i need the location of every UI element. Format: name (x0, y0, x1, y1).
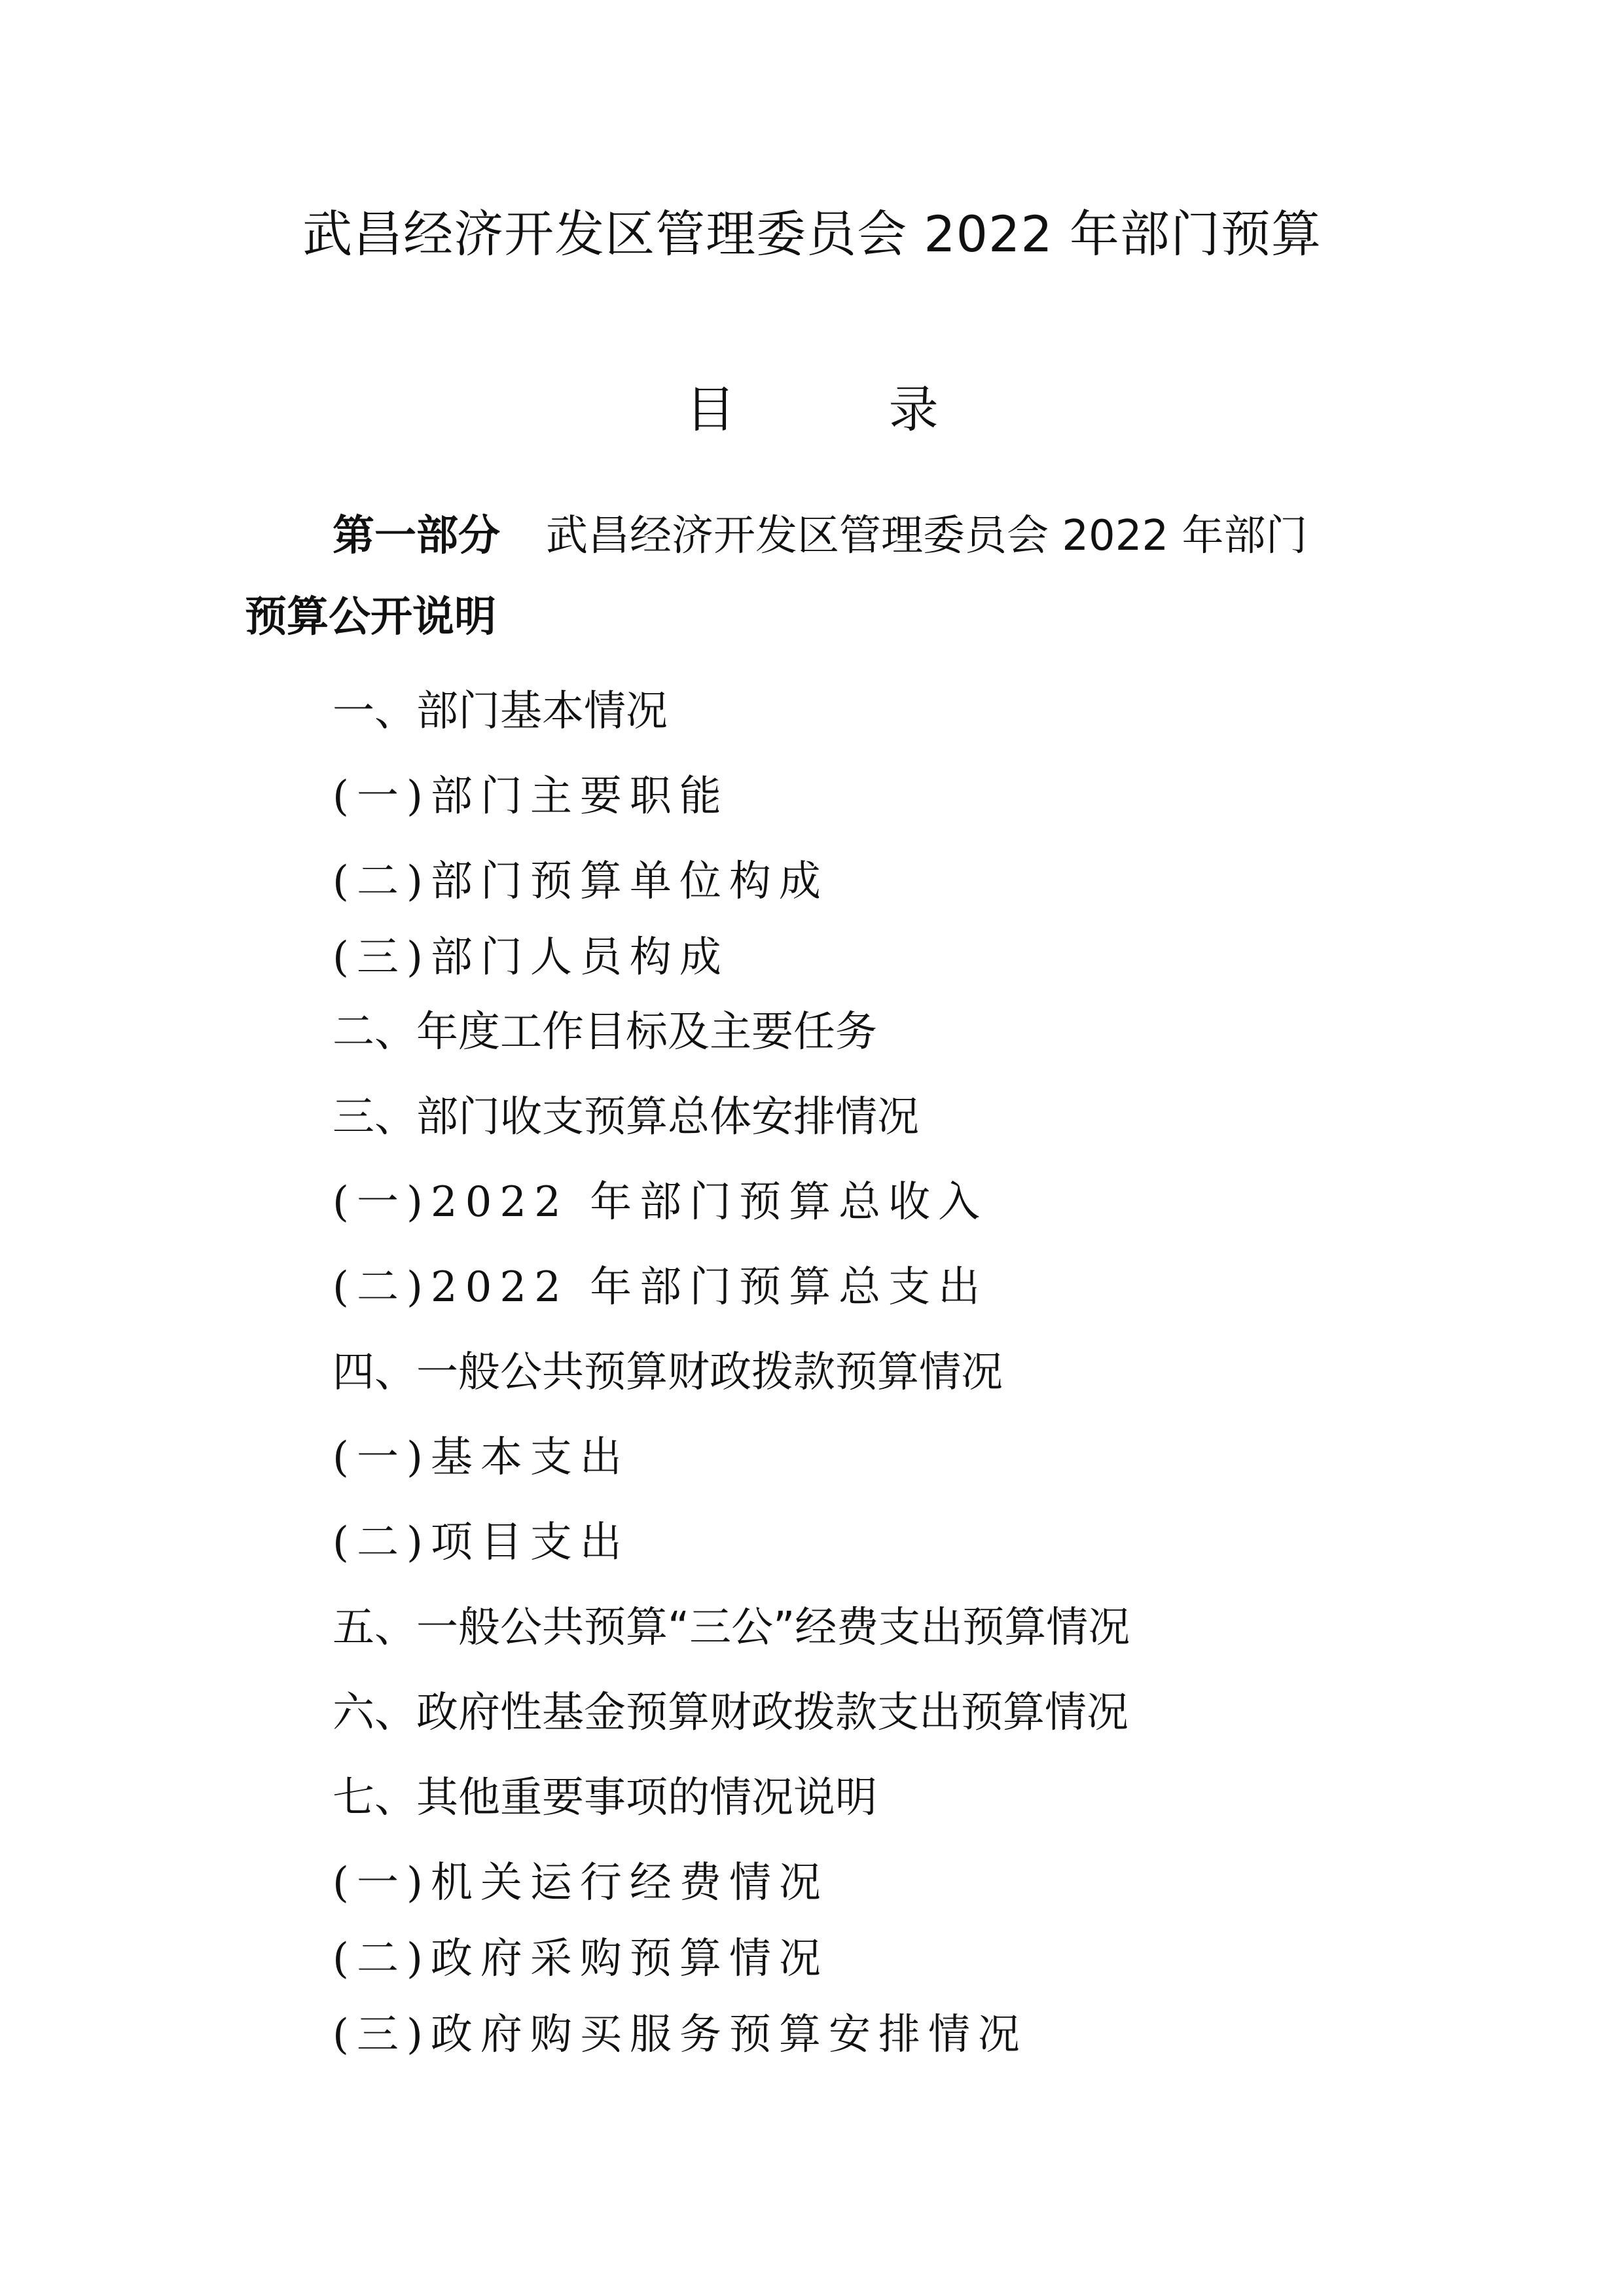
toc-entry-1-2: (二)部门预算单位构成 (333, 857, 829, 906)
toc-entry-section-6: 六、政府性基金预算财政拨款支出预算情况 (333, 1689, 1128, 1737)
toc-entry-section-5: 五、一般公共预算“三公”经费支出预算情况 (333, 1604, 1130, 1652)
part-one-title-continued: 预算公开说明 (245, 593, 496, 641)
toc-entry-section-3: 三、部门收支预算总体安排情况 (333, 1093, 919, 1141)
toc-entry-4-2: (二)项目支出 (333, 1518, 630, 1567)
toc-entry-7-3: (三)政府购买服务预算安排情况 (333, 2011, 1028, 2059)
part-one-title: 武昌经济开发区管理委员会 2022 年部门 (546, 512, 1308, 560)
toc-entry-1-3: (三)部门人员构成 (333, 933, 729, 982)
toc-entry-7-1: (一)机关运行经费情况 (333, 1859, 829, 1907)
part-one-label: 第一部分 (333, 512, 500, 560)
toc-entry-7-2: (二)政府采购预算情况 (333, 1935, 829, 1983)
toc-entry-section-7: 七、其他重要事项的情况说明 (333, 1774, 877, 1822)
toc-entry-section-2: 二、年度工作目标及主要任务 (333, 1008, 877, 1056)
toc-entry-section-4: 四、一般公共预算财政拨款预算情况 (333, 1348, 1003, 1397)
toc-entry-3-1: (一)2022 年部门预算总收入 (333, 1178, 988, 1227)
part-one-heading (333, 507, 1308, 565)
toc-entry-1-1: (一)部门主要职能 (333, 772, 729, 821)
toc-entry-4-1: (一)基本支出 (333, 1433, 630, 1482)
toc-heading: 目 录 (685, 380, 939, 439)
toc-entry-3-2: (二)2022 年部门预算总支出 (333, 1263, 988, 1312)
document-title: 武昌经济开发区管理委员会 2022 年部门预算 (302, 205, 1322, 263)
toc-entry-section-1: 一、部门基本情况 (333, 687, 668, 736)
